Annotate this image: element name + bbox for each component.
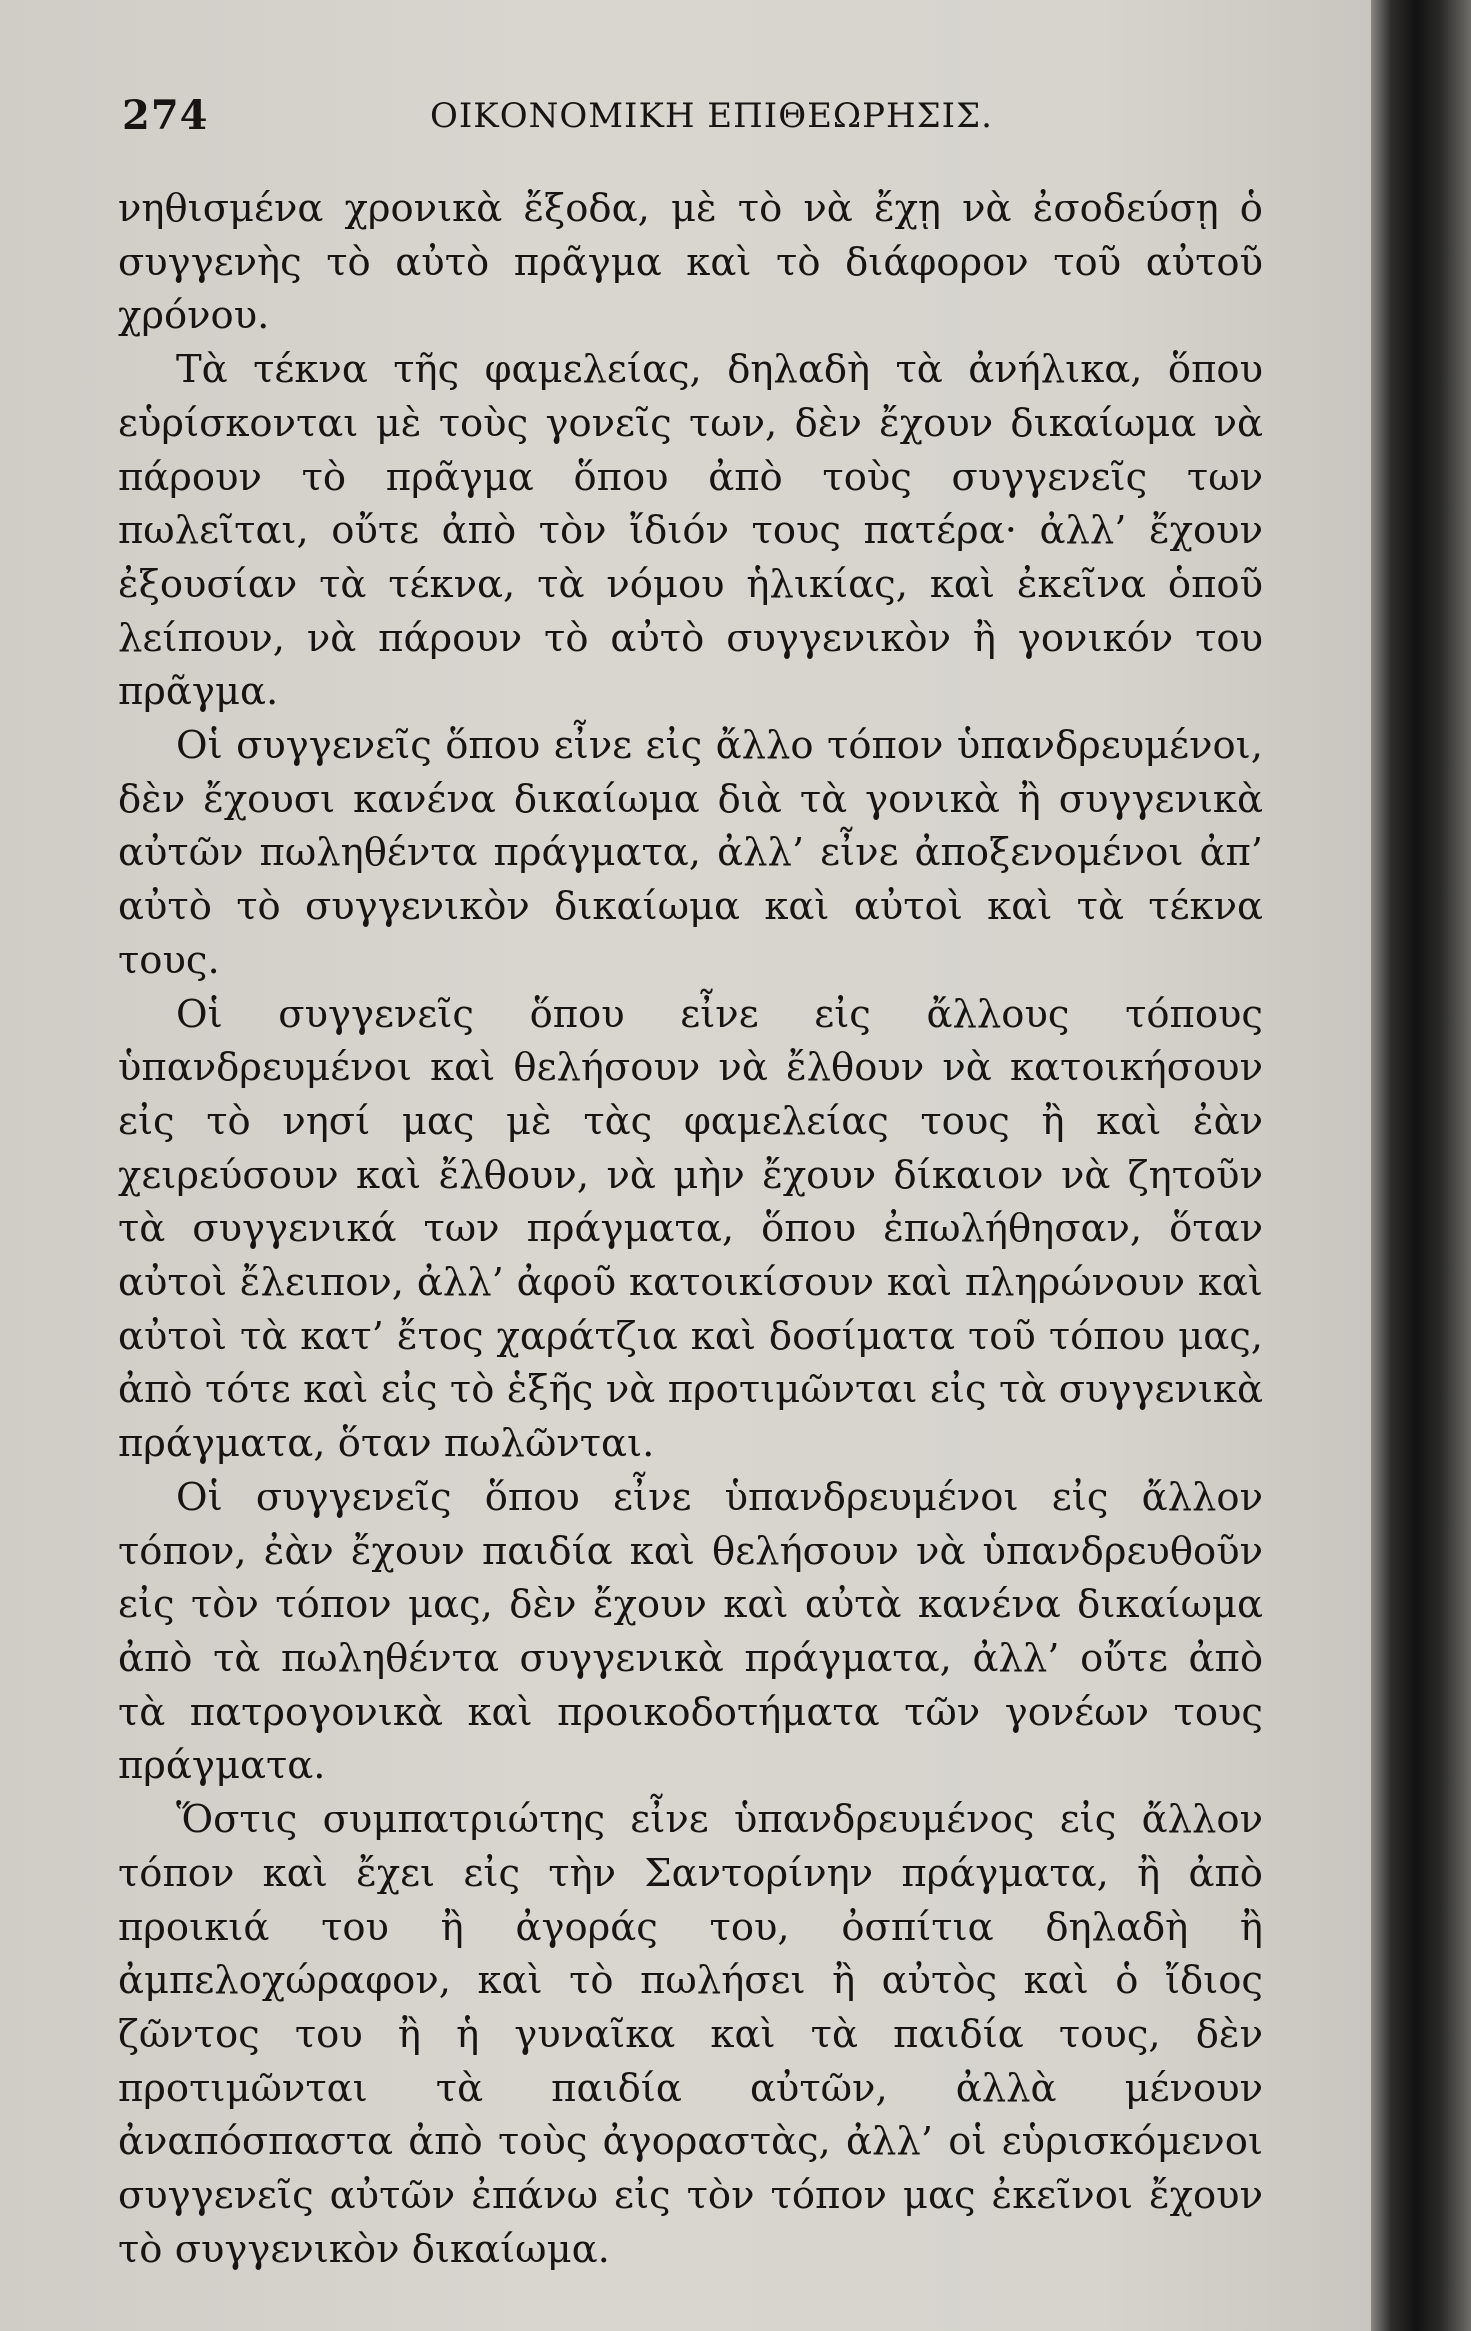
running-title: ΟΙΚΟΝΟΜΙΚΗ ΕΠΙΘΕΩΡΗΣΙΣ. [430,96,993,136]
paragraph-relatives-children: Οἱ συγγενεῖς ὅπου εἶνε ὑπανδρευμένοι εἰς ἄλλον τόπον, ἐὰν ἔχουν παιδία καὶ θελήσουν νὰ ὑπανδρευθοῦν εἰς τὸν τόπον μας, δὲν ἔχουν καὶ αὐτὰ κανένα δικαίωμα ἀπὸ τὰ πωληθέντα συγγενικὰ πράγματα, ἀλλ’ οὔτε ἀπὸ τὰ πατρογονικὰ καὶ προικοδοτήματα τῶν γονέων τους πράγματα. [118,1474,1263,1789]
body-text [118,182,1263,2276]
paragraph-continuation: νηθισμένα χρονικὰ ἔξοδα, μὲ τὸ νὰ ἔχῃ νὰ ἐσοδεύσῃ ὁ συγγενὴς τὸ αὐτὸ πρᾶγμα καὶ τὸ διάφορον τοῦ αὐτοῦ χρόνου. [118,186,1263,339]
paragraph-married-elsewhere: Οἱ συγγενεῖς ὅπου εἶνε εἰς ἄλλο τόπον ὑπανδρευμένοι, δὲν ἔχουσι κανένα δικαίωμα διὰ τὰ γονικὰ ἢ συγγενικὰ αὐτῶν πωληθέντα πράγματα, ἀλλ’ εἶνε ἀποξενομένοι ἀπ’ αὐτὸ τὸ συγγενικὸν δικαίωμα καὶ αὐτοὶ καὶ τὰ τέκνα τους. [118,723,1263,983]
paragraph-children-rights: Τὰ τέκνα τῆς φαμελείας, δηλαδὴ τὰ ἀνήλικα, ὅπου εὑρίσκονται μὲ τοὺς γονεῖς των, δὲν ἔχουν δικαίωμα νὰ πάρουν τὸ πρᾶγμα ὅπου ἀπὸ τοὺς συγγενεῖς των πωλεῖται, οὔτε ἀπὸ τὸν ἴδιόν τους πατέρα· ἀλλ’ ἔχουν ἐξουσίαν τὰ τέκνα, τὰ νόμου ἡλικίας, καὶ ἐκεῖνα ὁποῦ λείπουν, νὰ πάρουν τὸ αὐτὸ συγγενικὸν ἢ γονικόν του πρᾶγμα. [118,347,1263,715]
page-header [122,92,1272,142]
page-number: 274 [122,92,209,139]
paragraph-returning-relatives: Οἱ συγγενεῖς ὅπου εἶνε εἰς ἄλλους τόπους ὑπανδρευμένοι καὶ θελήσουν νὰ ἔλθουν νὰ κατοικήσουν εἰς τὸ νησί μας μὲ τὰς φαμελείας τους ἢ καὶ ἐὰν χειρεύσουν καὶ ἔλθουν, νὰ μὴν ἔχουν δίκαιον νὰ ζητοῦν τὰ συγγενικά των πράγματα, ὅπου ἐπωλήθησαν, ὅταν αὐτοὶ ἔλειπον, ἀλλ’ ἀφοῦ κατοικίσουν καὶ πληρώνουν καὶ αὐτοὶ τὰ κατ’ ἔτος χαράτζια καὶ δοσίματα τοῦ τόπου μας, ἀπὸ τότε καὶ εἰς τὸ ἑξῆς νὰ προτιμῶνται εἰς τὰ συγγενικὰ πράγματα, ὅταν πωλῶνται. [118,991,1263,1467]
paragraph-compatriot-property: Ὅστις συμπατριώτης εἶνε ὑπανδρευμένος εἰς ἄλλον τόπον καὶ ἔχει εἰς τὴν Σαντορίνην πράγματα, ἢ ἀπὸ προικιά του ἢ ἀγοράς του, ὀσπίτια δηλαδὴ ἢ ἀμπελοχώραφον, καὶ τὸ πωλήσει ἢ αὐτὸς καὶ ὁ ἴδιος ζῶντος του ἢ ἡ γυναῖκα καὶ τὰ παιδία τους, δὲν προτιμῶνται τὰ παιδία αὐτῶν, ἀλλὰ μένουν ἀναπόσπαστα ἀπὸ τοὺς ἀγοραστὰς, ἀλλ’ οἱ εὑρισκόμενοι συγγενεῖς αὐτῶν ἐπάνω εἰς τὸν τόπον μας ἐκεῖνοι ἔχουν τὸ συγγενικὸν δικαίωμα. [118,1797,1263,2272]
book-binding-gutter [1371,0,1471,2331]
